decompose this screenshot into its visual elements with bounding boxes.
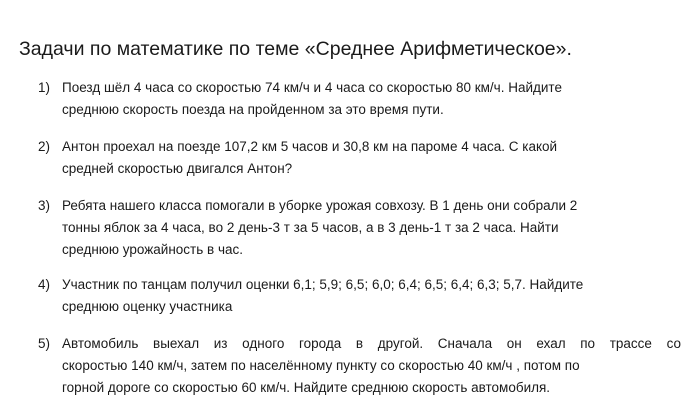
problem-number: 3) [38, 198, 51, 213]
problem-text-line: среднюю оценку участника [62, 299, 233, 314]
problem-number: 5) [38, 336, 51, 351]
problem-text [62, 333, 681, 399]
problem-number: 1) [38, 80, 51, 95]
problem-text [62, 77, 562, 121]
problem-text-line: среднюю урожайность в час. [62, 242, 243, 257]
problem-text [62, 274, 583, 318]
problem-text-line: Участник по танцам получил оценки 6,1; 5,9; 6,5; 6,0; 6,4; 6,5; 6,4; 6,3; 5,7. Найдите [62, 277, 584, 292]
problem-text-line: Ребята нашего класса помогали в уборке урожая совхозу. В 1 день они собрали 2 [62, 198, 578, 213]
problem-text-line: Поезд шёл 4 часа со скоростью 74 км/ч и 4 часа со скоростью 80 км/ч. Найдите [62, 80, 562, 95]
page-title: Задачи по математике по теме «Среднее Арифметическое». [19, 38, 572, 60]
problem-number: 4) [38, 277, 51, 292]
problem-text-line: Автомобиль выехал из одного города в другой. Сначала он ехал по трассе со [62, 336, 681, 351]
problem-text-line: средней скоростью двигался Антон? [62, 161, 293, 176]
problem-number: 2) [38, 139, 51, 154]
problem-text-line: Антон проехал на поезде 107,2 км 5 часов и 30,8 км на пароме 4 часа. С какой [62, 139, 558, 154]
problem-text [62, 195, 577, 261]
problem-text-line: горной дороге со скоростью 60 км/ч. Найдите среднюю скорость автомобиля. [62, 380, 551, 395]
problem-text [62, 136, 557, 180]
problem-text-line: тонны яблок за 4 часа, во 2 день-3 т за 5 часов, а в 3 день-1 т за 2 часа. Найти [62, 220, 559, 235]
problem-text-line: среднюю скорость поезда на пройденном за это время пути. [62, 102, 444, 117]
problem-text-line: скоростью 140 км/ч, затем по населённому пункту со скоростью 40 км/ч , потом по [62, 358, 580, 373]
